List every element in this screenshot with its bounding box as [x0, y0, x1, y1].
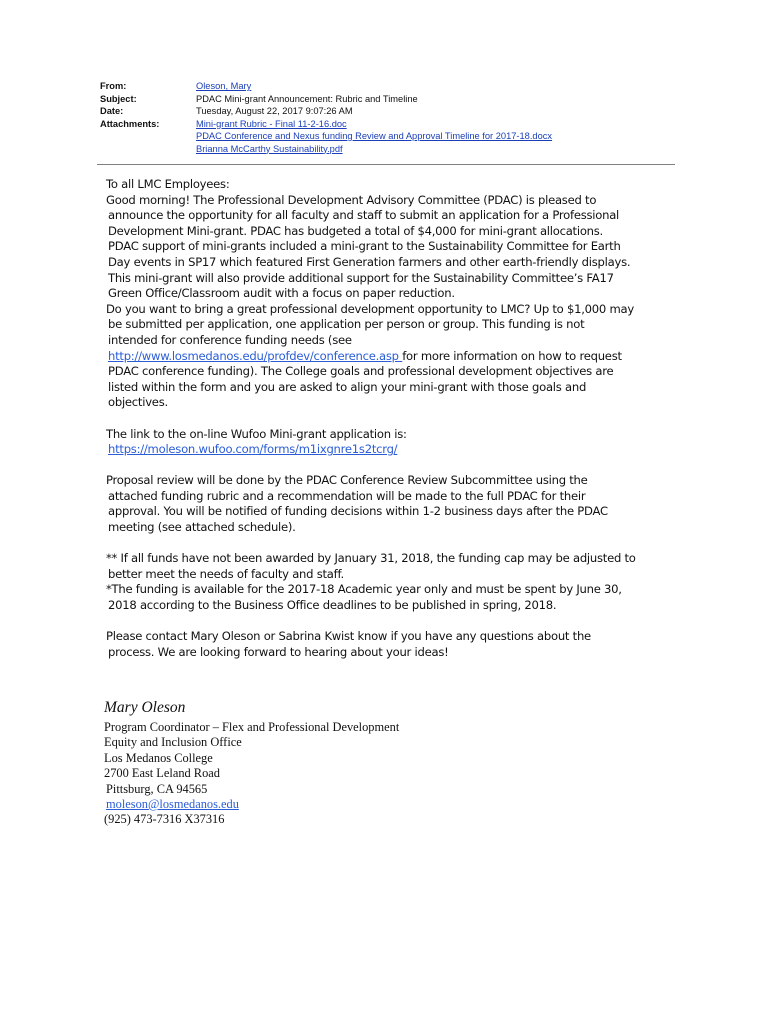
p2-line: Do you want to bring a great professional development opportunity to LMC? Up to $1,000 may [106, 301, 634, 316]
from-row [100, 80, 680, 93]
p2-link-line [106, 349, 666, 365]
attachment-link-timeline[interactable]: PDAC Conference and Nexus funding Review and Approval Timeline for 2017-18.docx [196, 131, 553, 141]
p2-after-link: for more information on how to request [402, 348, 622, 363]
p1-line: PDAC support of mini-grants included a mini-grant to the Sustainability Committee for Earth [108, 239, 621, 254]
wufoo-intro: The link to the on-line Wufoo Mini-grant application is: [106, 426, 407, 441]
greeting: To all LMC Employees: [106, 177, 230, 191]
p1-line: Day events in SP17 which featured First Generation farmers and other earth-friendly displays. [108, 254, 631, 269]
p3-line: Proposal review will be done by the PDAC Conference Review Subcommittee using the [106, 473, 588, 488]
attachments-list [196, 118, 680, 156]
p1-line: Development Mini-grant. PDAC has budgeted a total of $4,000 for mini-grant allocations. [108, 223, 603, 238]
signature-office: Equity and Inclusion Office [104, 735, 242, 750]
from-label: From: [100, 81, 127, 91]
email-body [106, 177, 666, 660]
p3-line: attached funding rubric and a recommendation will be made to the full PDAC for their [108, 488, 586, 503]
from-link[interactable]: Oleson, Mary [196, 81, 252, 91]
p4-line: better meet the needs of faculty and staff. [108, 566, 344, 581]
signature-phone: (925) 473-7316 X37316 [104, 812, 225, 827]
date-value: Tuesday, August 22, 2017 9:07:26 AM [196, 106, 353, 116]
p2-line: be submitted per application, one application per person or group. This funding is not [108, 317, 585, 332]
attachment-link-sustainability[interactable]: Brianna McCarthy Sustainability.pdf [196, 143, 343, 154]
subject-row [100, 93, 680, 106]
attachments-label: Attachments: [100, 118, 160, 129]
signature-name: Mary Oleson [104, 699, 186, 716]
conference-link[interactable]: http://www.losmedanos.edu/profdev/conference.asp [108, 348, 403, 363]
p4-line: ** If all funds have not been awarded by January 31, 2018, the funding cap may be adjusted to [106, 551, 636, 566]
subject-label: Subject: [100, 93, 137, 104]
signature-title: Program Coordinator – Flex and Professional Development [104, 720, 400, 734]
wufoo-link[interactable]: https://moleson.wufoo.com/forms/m1ixgnre1s2tcrg/ [108, 442, 398, 457]
p1-line: This mini-grant will also provide additional support for the Sustainability Committee’s FA17 [108, 270, 614, 285]
email-header [100, 80, 680, 155]
p3-line: meeting (see attached schedule). [108, 520, 296, 535]
attachment-link-rubric[interactable]: Mini-grant Rubric - Final 11-2-16.doc [196, 118, 347, 129]
date-row [100, 105, 680, 118]
p1-line: Green Office/Classroom audit with a focus on paper reduction. [108, 286, 455, 301]
p2-line: listed within the form and you are asked to align your mini-grant with those goals and [108, 379, 587, 394]
p2-line: PDAC conference funding). The College goals and professional development objectives are [108, 364, 614, 379]
attachments-row [100, 118, 680, 156]
p1-line: Good morning! The Professional Development Advisory Committee (PDAC) is pleased to [106, 192, 597, 207]
p3-line: approval. You will be notified of funding decisions within 1-2 business days after the PDAC [108, 504, 608, 519]
signature-block [104, 698, 399, 828]
p5-line: Please contact Mary Oleson or Sabrina Kwist know if you have any questions about the [106, 629, 591, 644]
subject-value: PDAC Mini-grant Announcement: Rubric and Timeline [196, 93, 418, 104]
signature-street: 2700 East Leland Road [104, 766, 220, 781]
signature-email-link[interactable]: moleson@losmedanos.edu [106, 797, 239, 812]
p4-line: 2018 according to the Business Office deadlines to be published in spring, 2018. [108, 598, 557, 613]
p2-line: objectives. [108, 395, 168, 410]
signature-college: Los Medanos College [104, 750, 213, 765]
header-divider [97, 164, 675, 165]
p1-line: announce the opportunity for all faculty and staff to submit an application for a Professional [108, 208, 620, 223]
p5-line: process. We are looking forward to hearing about your ideas! [108, 644, 449, 659]
date-label: Date: [100, 106, 124, 116]
p4-line: *The funding is available for the 2017-18 Academic year only and must be spent by June 30, [106, 582, 622, 597]
p2-line: intended for conference funding needs (see [108, 332, 352, 347]
signature-city: Pittsburg, CA 94565 [106, 781, 208, 796]
